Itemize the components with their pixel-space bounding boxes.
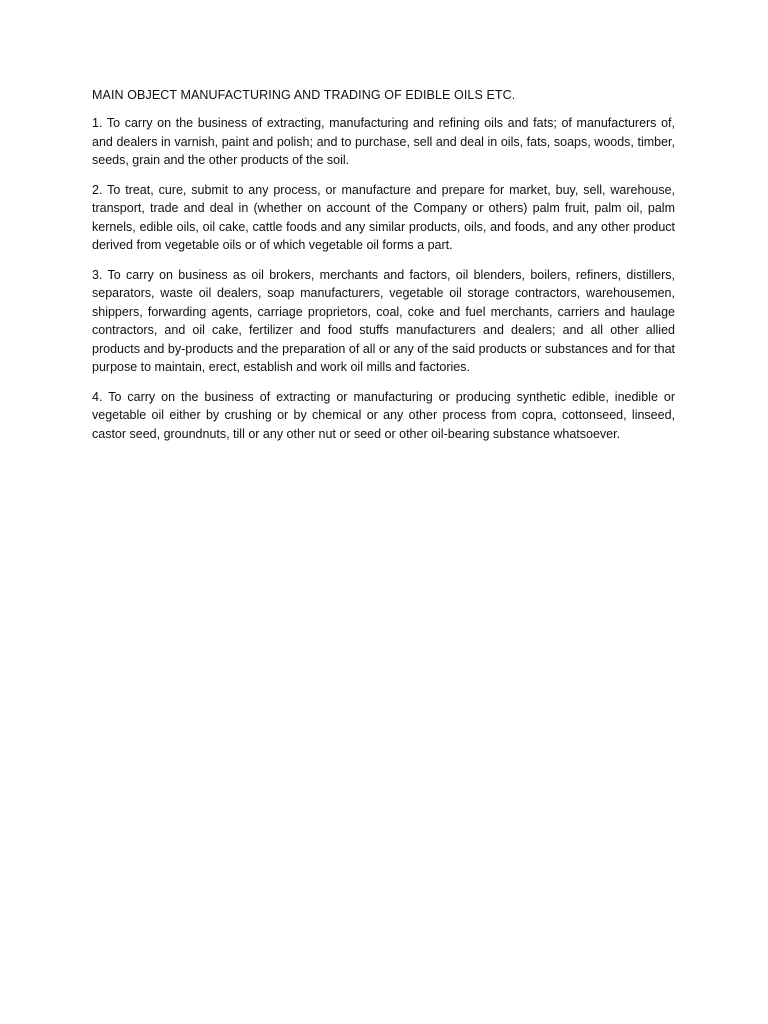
paragraph-2: 2. To treat, cure, submit to any process, or manufacture and prepare for market, buy, sell, warehouse, transport, trade and deal in (whether on account of the Company or others) palm fruit, palm oil, palm kernels, edible oils, oil cake, cattle foods and any similar products, oils, and foods, and any other product derived from vegetable oils or of which vegetable oil forms a part.: [92, 182, 675, 252]
paragraph-1: 1. To carry on the business of extracting, manufacturing and refining oils and fats; of manufacturers of, and dealers in varnish, paint and polish; and to purchase, sell and deal in oils, fats, soaps, woods, timber, seeds, grain and the other products of the soil.: [92, 116, 675, 167]
paragraph-3: 3. To carry on business as oil brokers, merchants and factors, oil blenders, boilers, refiners, distillers, separators, waste oil dealers, soap manufacturers, vegetable oil storage contractors, warehousemen, shippers, forwarding agents, carriage proprietors, coal, coke and fuel merchants, carriers and haulage contractors, and oil cake, fertilizer and food stuffs manufacturers and dealers; and all other allied products and by-products and the preparation of all or any of the said products or substances and for that purpose to maintain, erect, establish and work oil mills and factories.: [92, 267, 675, 374]
paragraph-4: 4. To carry on the business of extracting or manufacturing or producing synthetic edible, inedible or vegetable oil either by crushing or by chemical or any other process from copra, cottonseed, linseed, castor seed, groundnuts, till or any other nut or seed or other oil-bearing substance whatsoever.: [92, 389, 675, 441]
document-title: MAIN OBJECT MANUFACTURING AND TRADING OF EDIBLE OILS ETC.: [92, 88, 516, 102]
document-page: [92, 86, 675, 454]
